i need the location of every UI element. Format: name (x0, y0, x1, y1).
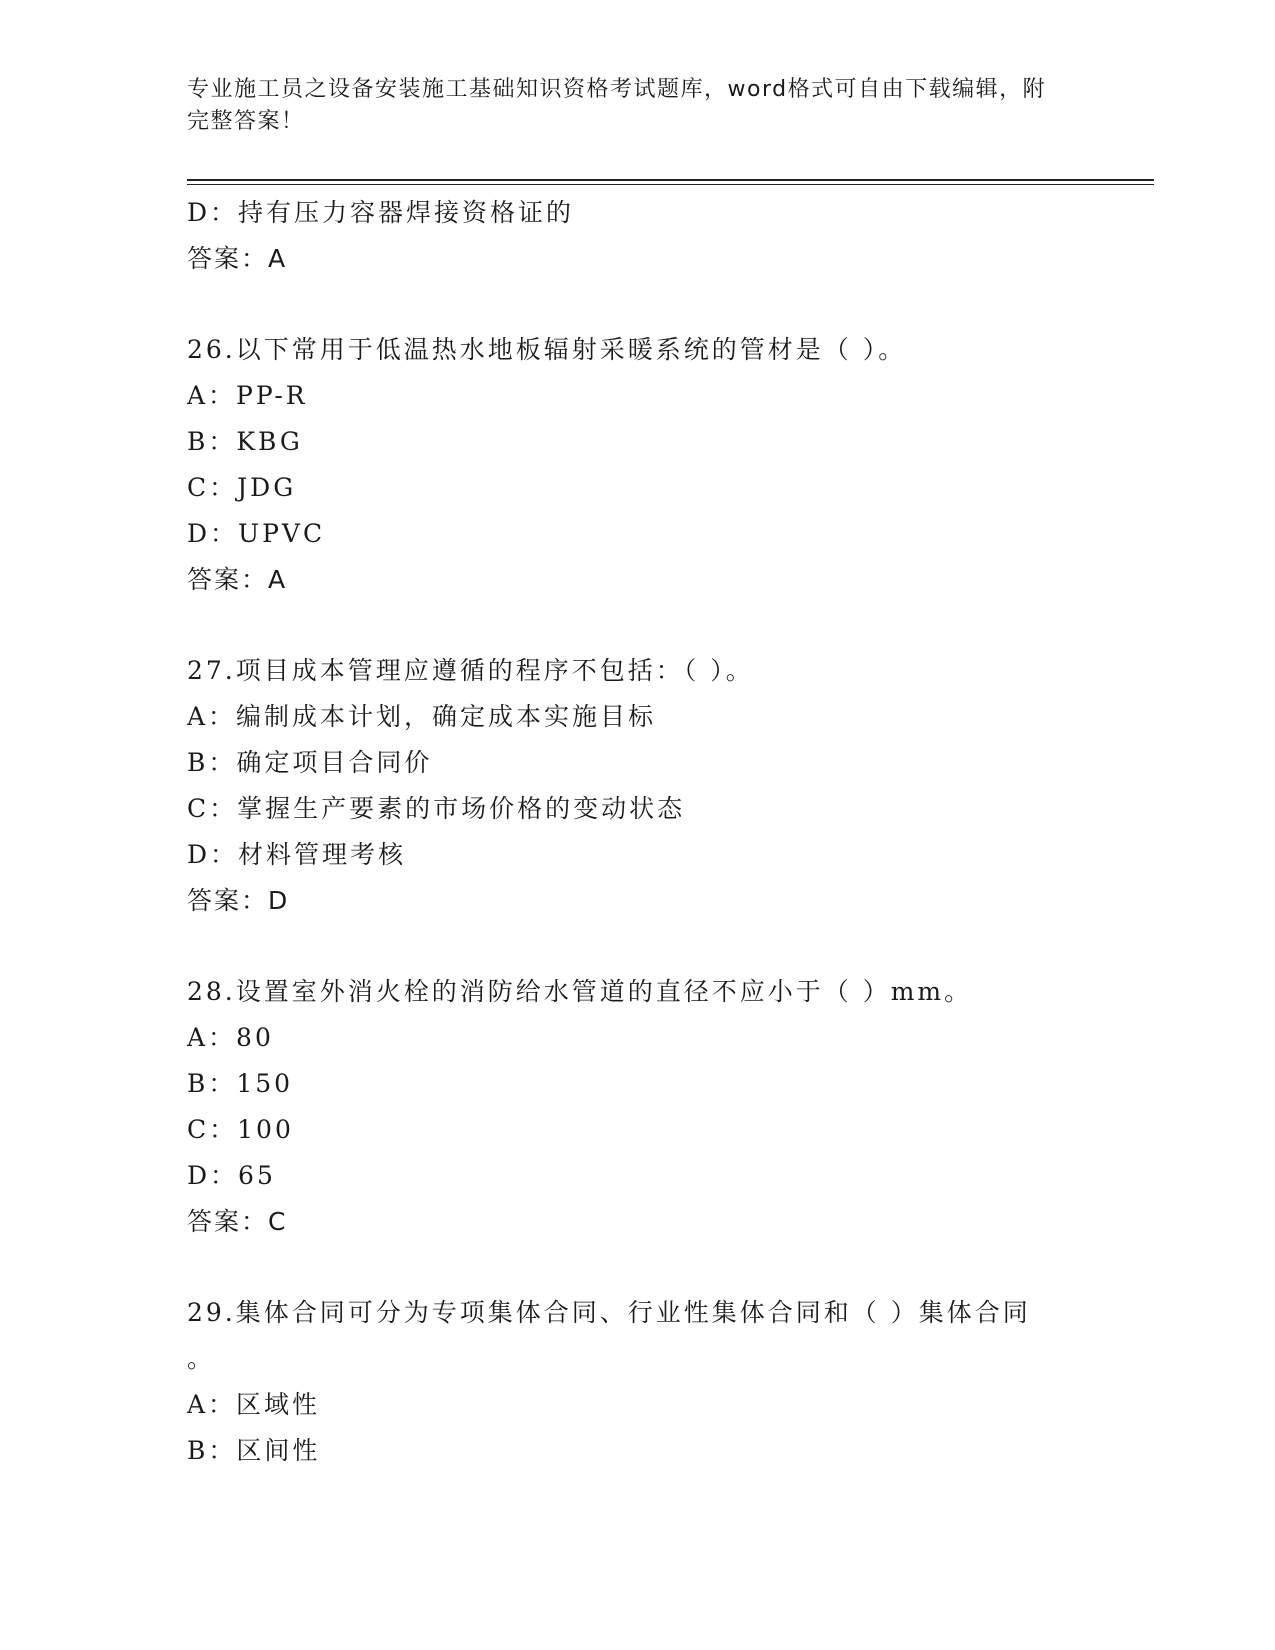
header-divider (187, 179, 1154, 181)
question-26 (187, 327, 1087, 603)
question-25-fragment (187, 190, 1087, 282)
question-stem: 29.集体合同可分为专项集体合同、行业性集体合同和（ ）集体合同 (187, 1298, 1031, 1327)
question-stem: 26.以下常用于低温热水地板辐射采暖系统的管材是（ ）。 (187, 335, 907, 364)
option-a: A：编制成本计划，确定成本实施目标 (187, 702, 657, 731)
question-27 (187, 648, 1087, 924)
option-d: D：65 (187, 1161, 276, 1190)
option-a: A：PP-R (187, 381, 308, 410)
answer: 答案：C (187, 1207, 288, 1236)
option-b: B：确定项目合同价 (187, 748, 433, 777)
document-header: 专业施工员之设备安装施工基础知识资格考试题库，word格式可自由下载编辑，附完整答案！ (187, 77, 1047, 134)
answer: 答案：D (187, 886, 290, 915)
header-divider-thin (187, 184, 1154, 185)
question-stem: 27.项目成本管理应遵循的程序不包括：（ ）。 (187, 656, 754, 685)
question-stem-continuation: 。 (187, 1344, 216, 1373)
question-list (187, 190, 1087, 1474)
option-b: B：KBG (187, 427, 303, 456)
option-a: A：区域性 (187, 1390, 321, 1419)
option-c: C：100 (187, 1115, 294, 1144)
question-29 (187, 1290, 1087, 1474)
option-d: D：材料管理考核 (187, 840, 407, 869)
answer: 答案：A (187, 244, 288, 273)
option-c: C：掌握生产要素的市场价格的变动状态 (187, 794, 686, 823)
option-b: B：150 (187, 1069, 294, 1098)
answer: 答案：A (187, 565, 288, 594)
option-c: C：JDG (187, 473, 297, 502)
option-d: D：UPVC (187, 519, 326, 548)
option-b: B：区间性 (187, 1436, 321, 1465)
question-stem: 28.设置室外消火栓的消防给水管道的直径不应小于（ ）mm。 (187, 977, 973, 1006)
question-28 (187, 969, 1087, 1245)
option-d: D：持有压力容器焊接资格证的 (187, 198, 575, 227)
option-a: A：80 (187, 1023, 274, 1052)
